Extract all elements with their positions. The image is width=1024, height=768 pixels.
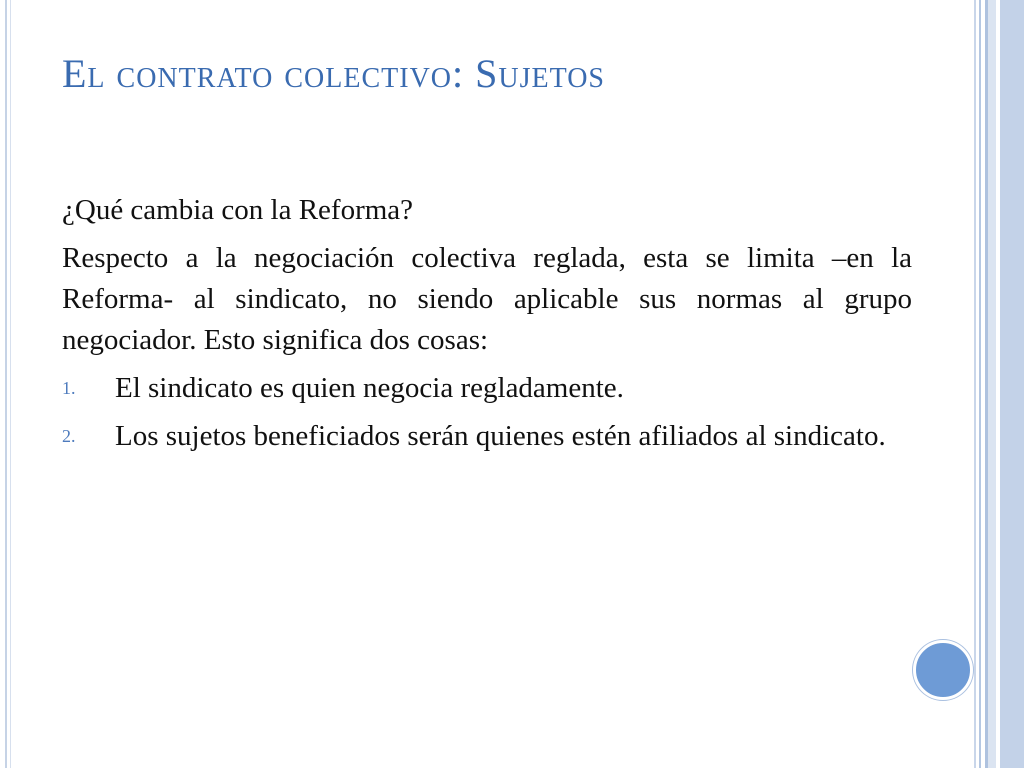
left-border-decoration (5, 0, 7, 768)
list-item (62, 416, 912, 457)
right-stripe-decoration (974, 0, 1024, 768)
list-item (62, 368, 912, 409)
slide-title: El contrato colectivo: Sujetos (62, 51, 605, 96)
left-border-decoration-inner (10, 0, 11, 768)
list-number: 1. (62, 378, 76, 398)
list-item-text: Los sujetos beneficiados serán quienes estén afiliados al sindicato. (115, 420, 886, 452)
question-text: ¿Qué cambia con la Reforma? (62, 194, 414, 226)
body-paragraph: Respecto a la negociación colectiva reglada, esta se limita –en la Reforma- al sindicato, no siendo aplicable sus normas al grupo negociador. Esto significa dos cosas: (62, 242, 912, 356)
list-number: 2. (62, 426, 76, 446)
slide-body (62, 190, 912, 464)
numbered-list (62, 368, 912, 457)
list-item-text: El sindicato es quien negocia regladamente. (115, 372, 624, 404)
decorative-circle (913, 640, 973, 700)
